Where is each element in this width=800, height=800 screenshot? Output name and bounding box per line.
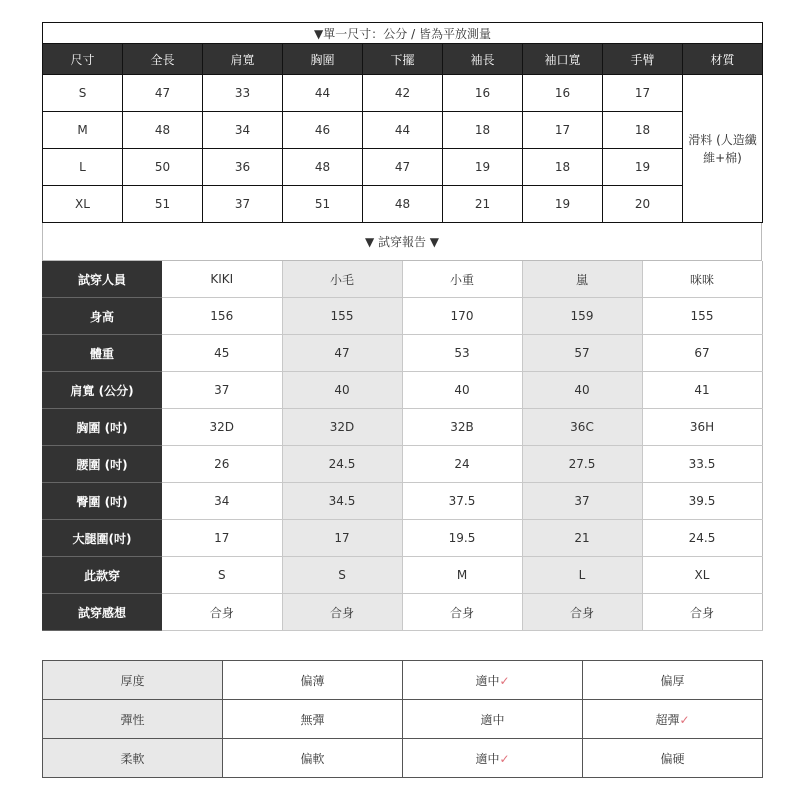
size-cell: 16 [443, 75, 523, 112]
report-value-cell: 17 [162, 520, 282, 557]
fabric-option-text: 適中 [480, 712, 505, 727]
report-value-cell: 39.5 [642, 483, 762, 520]
header-hem: 下擺 [363, 44, 443, 75]
report-value-cell: 37 [162, 372, 282, 409]
report-row-label: 試穿人員 [42, 261, 162, 298]
report-value-cell: 156 [162, 298, 282, 335]
fabric-option-text: 適中 [475, 751, 500, 766]
size-row-xl [43, 186, 763, 223]
report-value-cell: 32D [282, 409, 402, 446]
report-value-cell: 32D [162, 409, 282, 446]
report-value-cell: 嵐 [522, 261, 642, 298]
size-row-s [43, 75, 763, 112]
report-row [42, 446, 762, 483]
size-cell: 47 [363, 149, 443, 186]
report-value-cell: 57 [522, 335, 642, 372]
size-cell: 51 [283, 186, 363, 223]
report-row [42, 372, 762, 409]
report-value-cell: 合身 [282, 594, 402, 631]
size-cell: 18 [443, 112, 523, 149]
size-table-caption: ▼單一尺寸：公分 / 皆為平放測量 [43, 23, 763, 44]
report-value-cell: 合身 [522, 594, 642, 631]
fabric-option-text: 偏硬 [660, 751, 685, 766]
fabric-option-text: 適中 [475, 673, 500, 688]
header-sleeve-length: 袖長 [443, 44, 523, 75]
fabric-option-cell [583, 700, 763, 739]
report-row-label: 臀圍 (吋) [42, 483, 162, 520]
report-value-cell: 合身 [642, 594, 762, 631]
fabric-property-label: 柔軟 [43, 739, 223, 778]
check-icon: ✓ [499, 751, 510, 766]
fabric-option-cell [583, 739, 763, 778]
size-cell: 36 [203, 149, 283, 186]
size-table [42, 22, 763, 223]
report-value-cell: 咪咪 [642, 261, 762, 298]
report-value-cell: KIKI [162, 261, 282, 298]
report-value-cell: 67 [642, 335, 762, 372]
size-cell: 34 [203, 112, 283, 149]
report-value-cell: 37.5 [402, 483, 522, 520]
size-cell: L [43, 149, 123, 186]
header-material: 材質 [683, 44, 763, 75]
report-value-cell: 41 [642, 372, 762, 409]
fabric-option-text: 無彈 [300, 712, 325, 727]
report-value-cell: 合身 [402, 594, 522, 631]
report-row-label: 肩寬 (公分) [42, 372, 162, 409]
report-row [42, 335, 762, 372]
fabric-option-text: 超彈 [655, 712, 680, 727]
report-value-cell: 24 [402, 446, 522, 483]
fabric-properties-table [42, 660, 763, 778]
size-cell: 47 [123, 75, 203, 112]
report-value-cell: 26 [162, 446, 282, 483]
report-row-label: 腰圍 (吋) [42, 446, 162, 483]
check-icon: ✓ [679, 712, 690, 727]
report-row [42, 261, 762, 298]
report-row [42, 409, 762, 446]
report-value-cell: XL [642, 557, 762, 594]
report-value-cell: 小重 [402, 261, 522, 298]
header-shoulder: 肩寬 [203, 44, 283, 75]
report-value-cell: 155 [282, 298, 402, 335]
header-cuff-width: 袖口寬 [523, 44, 603, 75]
report-value-cell: 47 [282, 335, 402, 372]
size-cell: 17 [523, 112, 603, 149]
size-cell: 42 [363, 75, 443, 112]
fabric-option-cell [223, 700, 403, 739]
fabric-option-cell [403, 661, 583, 700]
report-value-cell: S [162, 557, 282, 594]
report-row [42, 520, 762, 557]
size-cell: 51 [123, 186, 203, 223]
fabric-option-cell [223, 661, 403, 700]
size-cell: M [43, 112, 123, 149]
header-length: 全長 [123, 44, 203, 75]
fabric-option-text: 偏軟 [300, 751, 325, 766]
report-value-cell: 53 [402, 335, 522, 372]
fitting-report-table [42, 261, 763, 631]
size-cell: 37 [203, 186, 283, 223]
fabric-property-label: 彈性 [43, 700, 223, 739]
size-cell: 18 [523, 149, 603, 186]
report-row [42, 483, 762, 520]
report-row [42, 594, 762, 631]
report-value-cell: 40 [282, 372, 402, 409]
size-cell: 19 [523, 186, 603, 223]
report-value-cell: 34.5 [282, 483, 402, 520]
size-cell: 19 [443, 149, 523, 186]
size-cell: 48 [283, 149, 363, 186]
size-cell: 33 [203, 75, 283, 112]
report-value-cell: M [402, 557, 522, 594]
report-row-label: 此款穿 [42, 557, 162, 594]
check-icon: ✓ [499, 673, 510, 688]
header-chest: 胸圍 [283, 44, 363, 75]
size-cell: 48 [363, 186, 443, 223]
size-cell: 44 [283, 75, 363, 112]
fitting-report-title: ▼ 試穿報告 ▼ [42, 223, 762, 261]
report-row-label: 體重 [42, 335, 162, 372]
size-cell: XL [43, 186, 123, 223]
report-value-cell: 27.5 [522, 446, 642, 483]
fabric-row [43, 700, 763, 739]
fabric-option-cell [403, 700, 583, 739]
size-cell: 18 [603, 112, 683, 149]
report-row-label: 身高 [42, 298, 162, 335]
report-row-label: 胸圍 (吋) [42, 409, 162, 446]
report-value-cell: 159 [522, 298, 642, 335]
fabric-row [43, 739, 763, 778]
size-cell: 21 [443, 186, 523, 223]
size-cell: 16 [523, 75, 603, 112]
report-value-cell: 40 [522, 372, 642, 409]
report-row [42, 557, 762, 594]
report-value-cell: 合身 [162, 594, 282, 631]
report-value-cell: S [282, 557, 402, 594]
size-cell: 46 [283, 112, 363, 149]
fabric-option-cell [223, 739, 403, 778]
size-cell: S [43, 75, 123, 112]
report-value-cell: 19.5 [402, 520, 522, 557]
size-cell: 17 [603, 75, 683, 112]
report-value-cell: 17 [282, 520, 402, 557]
report-value-cell: 33.5 [642, 446, 762, 483]
size-cell: 48 [123, 112, 203, 149]
report-value-cell: 34 [162, 483, 282, 520]
report-value-cell: 32B [402, 409, 522, 446]
fabric-option-text: 偏薄 [300, 673, 325, 688]
report-value-cell: 36C [522, 409, 642, 446]
report-value-cell: 24.5 [282, 446, 402, 483]
fabric-property-label: 厚度 [43, 661, 223, 700]
report-value-cell: 21 [522, 520, 642, 557]
report-value-cell: 45 [162, 335, 282, 372]
size-cell: 44 [363, 112, 443, 149]
report-value-cell: 40 [402, 372, 522, 409]
report-row-label: 試穿感想 [42, 594, 162, 631]
report-value-cell: 36H [642, 409, 762, 446]
size-row-l [43, 149, 763, 186]
report-row [42, 298, 762, 335]
report-value-cell: 170 [402, 298, 522, 335]
size-cell: 50 [123, 149, 203, 186]
size-table-header-row [43, 44, 763, 75]
size-row-m [43, 112, 763, 149]
size-cell: 20 [603, 186, 683, 223]
report-row-label: 大腿圍(吋) [42, 520, 162, 557]
report-value-cell: 24.5 [642, 520, 762, 557]
material-cell: 滑料 (人造纖維+棉) [683, 75, 763, 223]
report-value-cell: 37 [522, 483, 642, 520]
header-arm: 手臂 [603, 44, 683, 75]
header-size: 尺寸 [43, 44, 123, 75]
report-value-cell: 155 [642, 298, 762, 335]
report-value-cell: L [522, 557, 642, 594]
fabric-option-text: 偏厚 [660, 673, 685, 688]
size-cell: 19 [603, 149, 683, 186]
fabric-option-cell [403, 739, 583, 778]
report-value-cell: 小毛 [282, 261, 402, 298]
fabric-row [43, 661, 763, 700]
fabric-option-cell [583, 661, 763, 700]
